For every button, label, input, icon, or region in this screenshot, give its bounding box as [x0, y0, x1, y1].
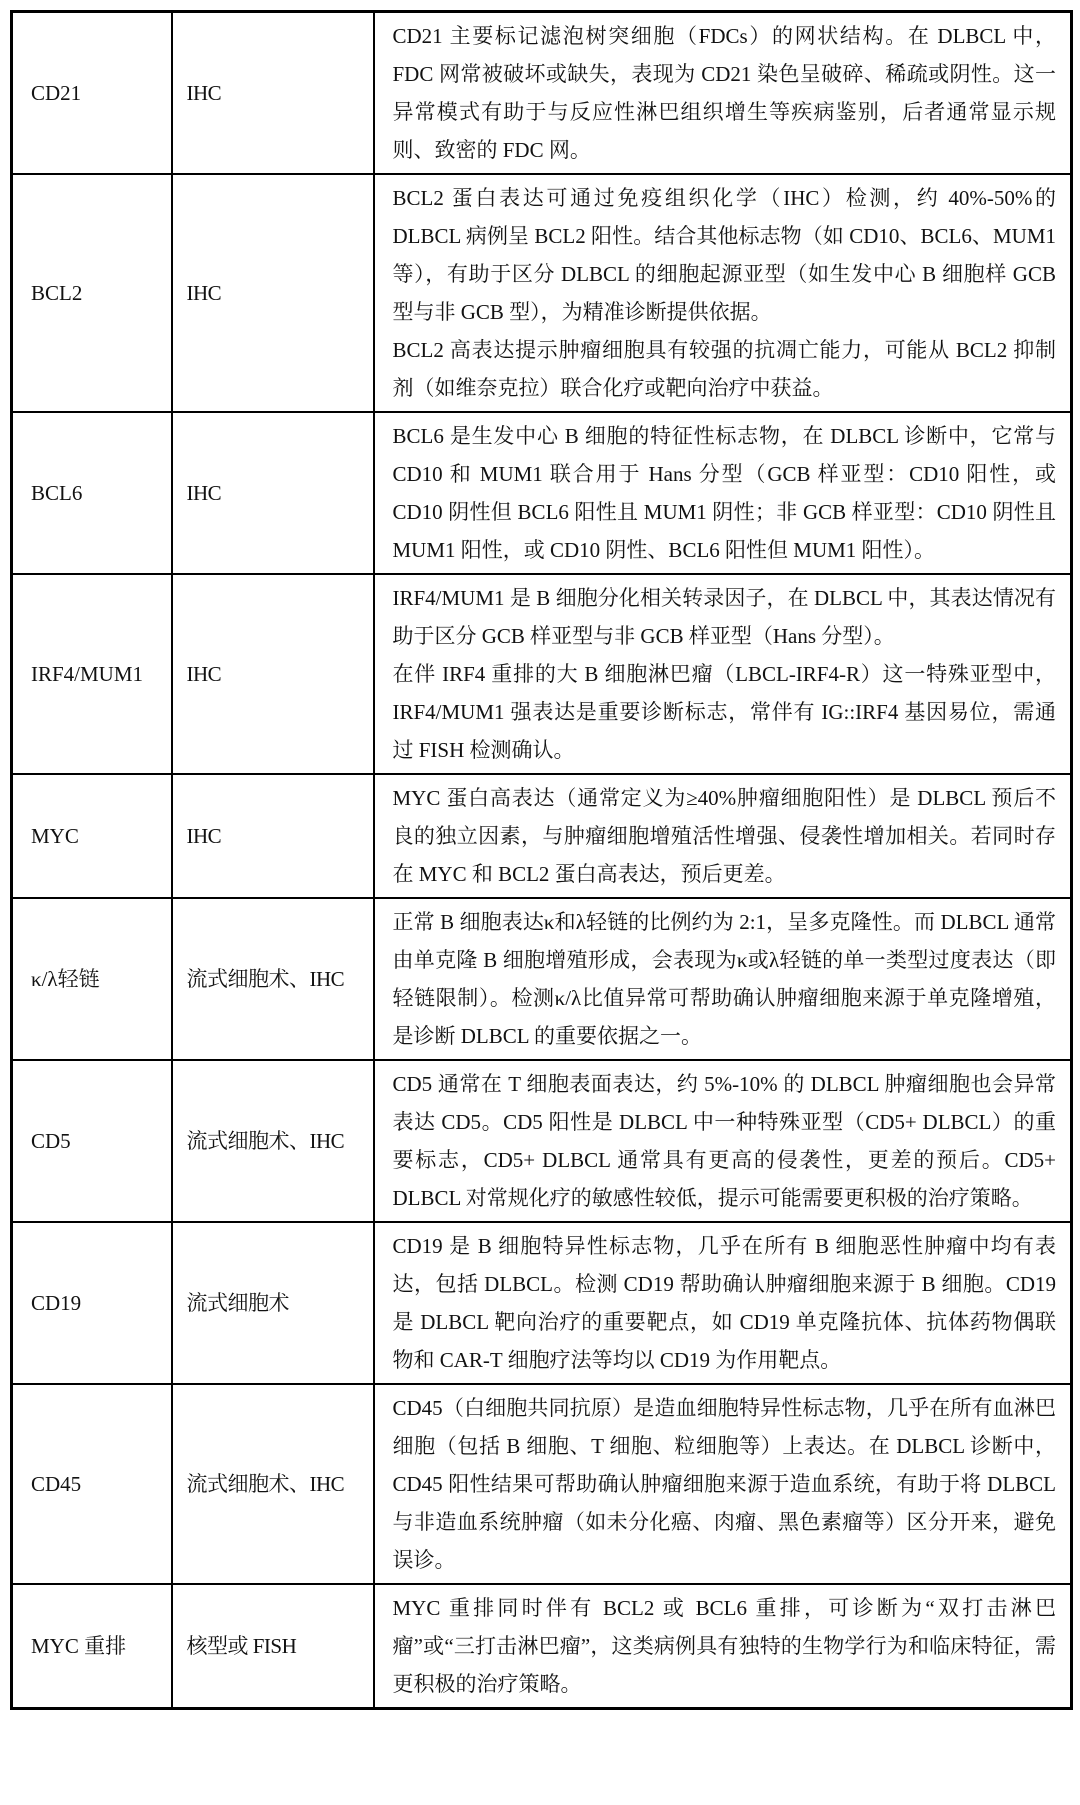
description-cell [374, 774, 1072, 898]
description-paragraph: BCL2 高表达提示肿瘤细胞具有较强的抗凋亡能力，可能从 BCL2 抑制剂（如维奈克拉）联合化疗或靶向治疗中获益。 [392, 338, 1056, 400]
description-cell [374, 898, 1072, 1060]
marker-name: κ/λ轻链 [12, 898, 172, 1060]
description-paragraph: 正常 B 细胞表达κ和λ轻链的比例约为 2:1，呈多克隆性。而 DLBCL 通常由单克隆 B 细胞增殖形成，会表现为κ或λ轻链的单一类型过度表达（即轻链限制）。检测κ/λ比值异常可帮助确认肿瘤细胞来源于单克隆增殖，是诊断 DLBCL 的重要依据之一。 [392, 910, 1056, 1048]
description-cell [374, 574, 1072, 774]
table-row-cd5 [12, 1060, 1072, 1222]
description-cell [374, 1384, 1072, 1584]
description-paragraph: CD21 主要标记滤泡树突细胞（FDCs）的网状结构。在 DLBCL 中，FDC 网常被破坏或缺失，表现为 CD21 染色呈破碎、稀疏或阴性。这一异常模式有助于与反应性淋巴组织增生等疾病鉴别，后者通常显示规则、致密的 FDC 网。 [392, 24, 1056, 162]
description-paragraph: CD45（白细胞共同抗原）是造血细胞特异性标志物，几乎在所有血淋巴细胞（包括 B 细胞、T 细胞、粒细胞等）上表达。在 DLBCL 诊断中，CD45 阳性结果可帮助确认肿瘤细胞来源于造血系统，有助于将 DLBCL 与非造血系统肿瘤（如未分化癌、肉瘤、黑色素瘤等）区分开来，避免误诊。 [392, 1396, 1056, 1572]
detection-method: IHC [172, 174, 374, 412]
marker-name: CD21 [12, 12, 172, 175]
table-row-bcl2 [12, 174, 1072, 412]
table-row-irf4-mum1 [12, 574, 1072, 774]
detection-method: 流式细胞术、IHC [172, 1384, 374, 1584]
marker-name: IRF4/MUM1 [12, 574, 172, 774]
description-paragraph: MYC 蛋白高表达（通常定义为≥40%肿瘤细胞阳性）是 DLBCL 预后不良的独立因素，与肿瘤细胞增殖活性增强、侵袭性增加相关。若同时存在 MYC 和 BCL2 蛋白高表达，预后更差。 [392, 786, 1056, 886]
description-paragraph: BCL6 是生发中心 B 细胞的特征性标志物，在 DLBCL 诊断中，它常与 CD10 和 MUM1 联合用于 Hans 分型（GCB 样亚型：CD10 阳性，或 CD10 阴性但 BCL6 阳性且 MUM1 阴性；非 GCB 样亚型：CD10 阴性且 MUM1 阳性，或 CD10 阴性、BCL6 阳性但 MUM1 阳性）。 [392, 424, 1056, 562]
description-cell [374, 1584, 1072, 1709]
description-cell [374, 1060, 1072, 1222]
detection-method: IHC [172, 774, 374, 898]
table-row-myc-rearrangement [12, 1584, 1072, 1709]
table-row-cd21 [12, 12, 1072, 175]
description-cell [374, 12, 1072, 175]
detection-method: 流式细胞术、IHC [172, 1060, 374, 1222]
detection-method: 流式细胞术、IHC [172, 898, 374, 1060]
marker-name: BCL6 [12, 412, 172, 574]
description-paragraph: BCL2 蛋白表达可通过免疫组织化学（IHC）检测，约 40%-50%的 DLBCL 病例呈 BCL2 阳性。结合其他标志物（如 CD10、BCL6、MUM1 等），有助于区分 DLBCL 的细胞起源亚型（如生发中心 B 细胞样 GCB 型与非 GCB 型），为精准诊断提供依据。 [392, 186, 1056, 324]
marker-name: MYC 重排 [12, 1584, 172, 1709]
table-row-cd19 [12, 1222, 1072, 1384]
marker-name: MYC [12, 774, 172, 898]
description-paragraph: 在伴 IRF4 重排的大 B 细胞淋巴瘤（LBCL-IRF4-R）这一特殊亚型中，IRF4/MUM1 强表达是重要诊断标志，常伴有 IG::IRF4 基因易位，需通过 FISH 检测确认。 [392, 662, 1056, 762]
detection-method: 流式细胞术 [172, 1222, 374, 1384]
description-paragraph: MYC 重排同时伴有 BCL2 或 BCL6 重排，可诊断为“双打击淋巴瘤”或“三打击淋巴瘤”，这类病例具有独特的生物学行为和临床特征，需更积极的治疗策略。 [392, 1596, 1056, 1696]
table-row-myc [12, 774, 1072, 898]
table-row-bcl6 [12, 412, 1072, 574]
table-row-cd45 [12, 1384, 1072, 1584]
table-row-kappa-lambda [12, 898, 1072, 1060]
detection-method: IHC [172, 12, 374, 175]
detection-method: IHC [172, 574, 374, 774]
description-cell [374, 412, 1072, 574]
marker-name: CD5 [12, 1060, 172, 1222]
description-paragraph: IRF4/MUM1 是 B 细胞分化相关转录因子，在 DLBCL 中，其表达情况有助于区分 GCB 样亚型与非 GCB 样亚型（Hans 分型）。 [392, 586, 1056, 648]
description-paragraph: CD5 通常在 T 细胞表面表达，约 5%-10% 的 DLBCL 肿瘤细胞也会异常表达 CD5。CD5 阳性是 DLBCL 中一种特殊亚型（CD5+ DLBCL）的重要标志，CD5+ DLBCL 通常具有更高的侵袭性，更差的预后。CD5+ DLBCL 对常规化疗的敏感性较低，提示可能需要更积极的治疗策略。 [392, 1072, 1056, 1210]
description-paragraph: CD19 是 B 细胞特异性标志物，几乎在所有 B 细胞恶性肿瘤中均有表达，包括 DLBCL。检测 CD19 帮助确认肿瘤细胞来源于 B 细胞。CD19 是 DLBCL 靶向治疗的重要靶点，如 CD19 单克隆抗体、抗体药物偶联物和 CAR-T 细胞疗法等均以 CD19 为作用靶点。 [392, 1234, 1056, 1372]
detection-method: 核型或 FISH [172, 1584, 374, 1709]
marker-table [10, 10, 1073, 1710]
marker-name: CD45 [12, 1384, 172, 1584]
description-cell [374, 1222, 1072, 1384]
detection-method: IHC [172, 412, 374, 574]
marker-name: CD19 [12, 1222, 172, 1384]
marker-name: BCL2 [12, 174, 172, 412]
description-cell [374, 174, 1072, 412]
